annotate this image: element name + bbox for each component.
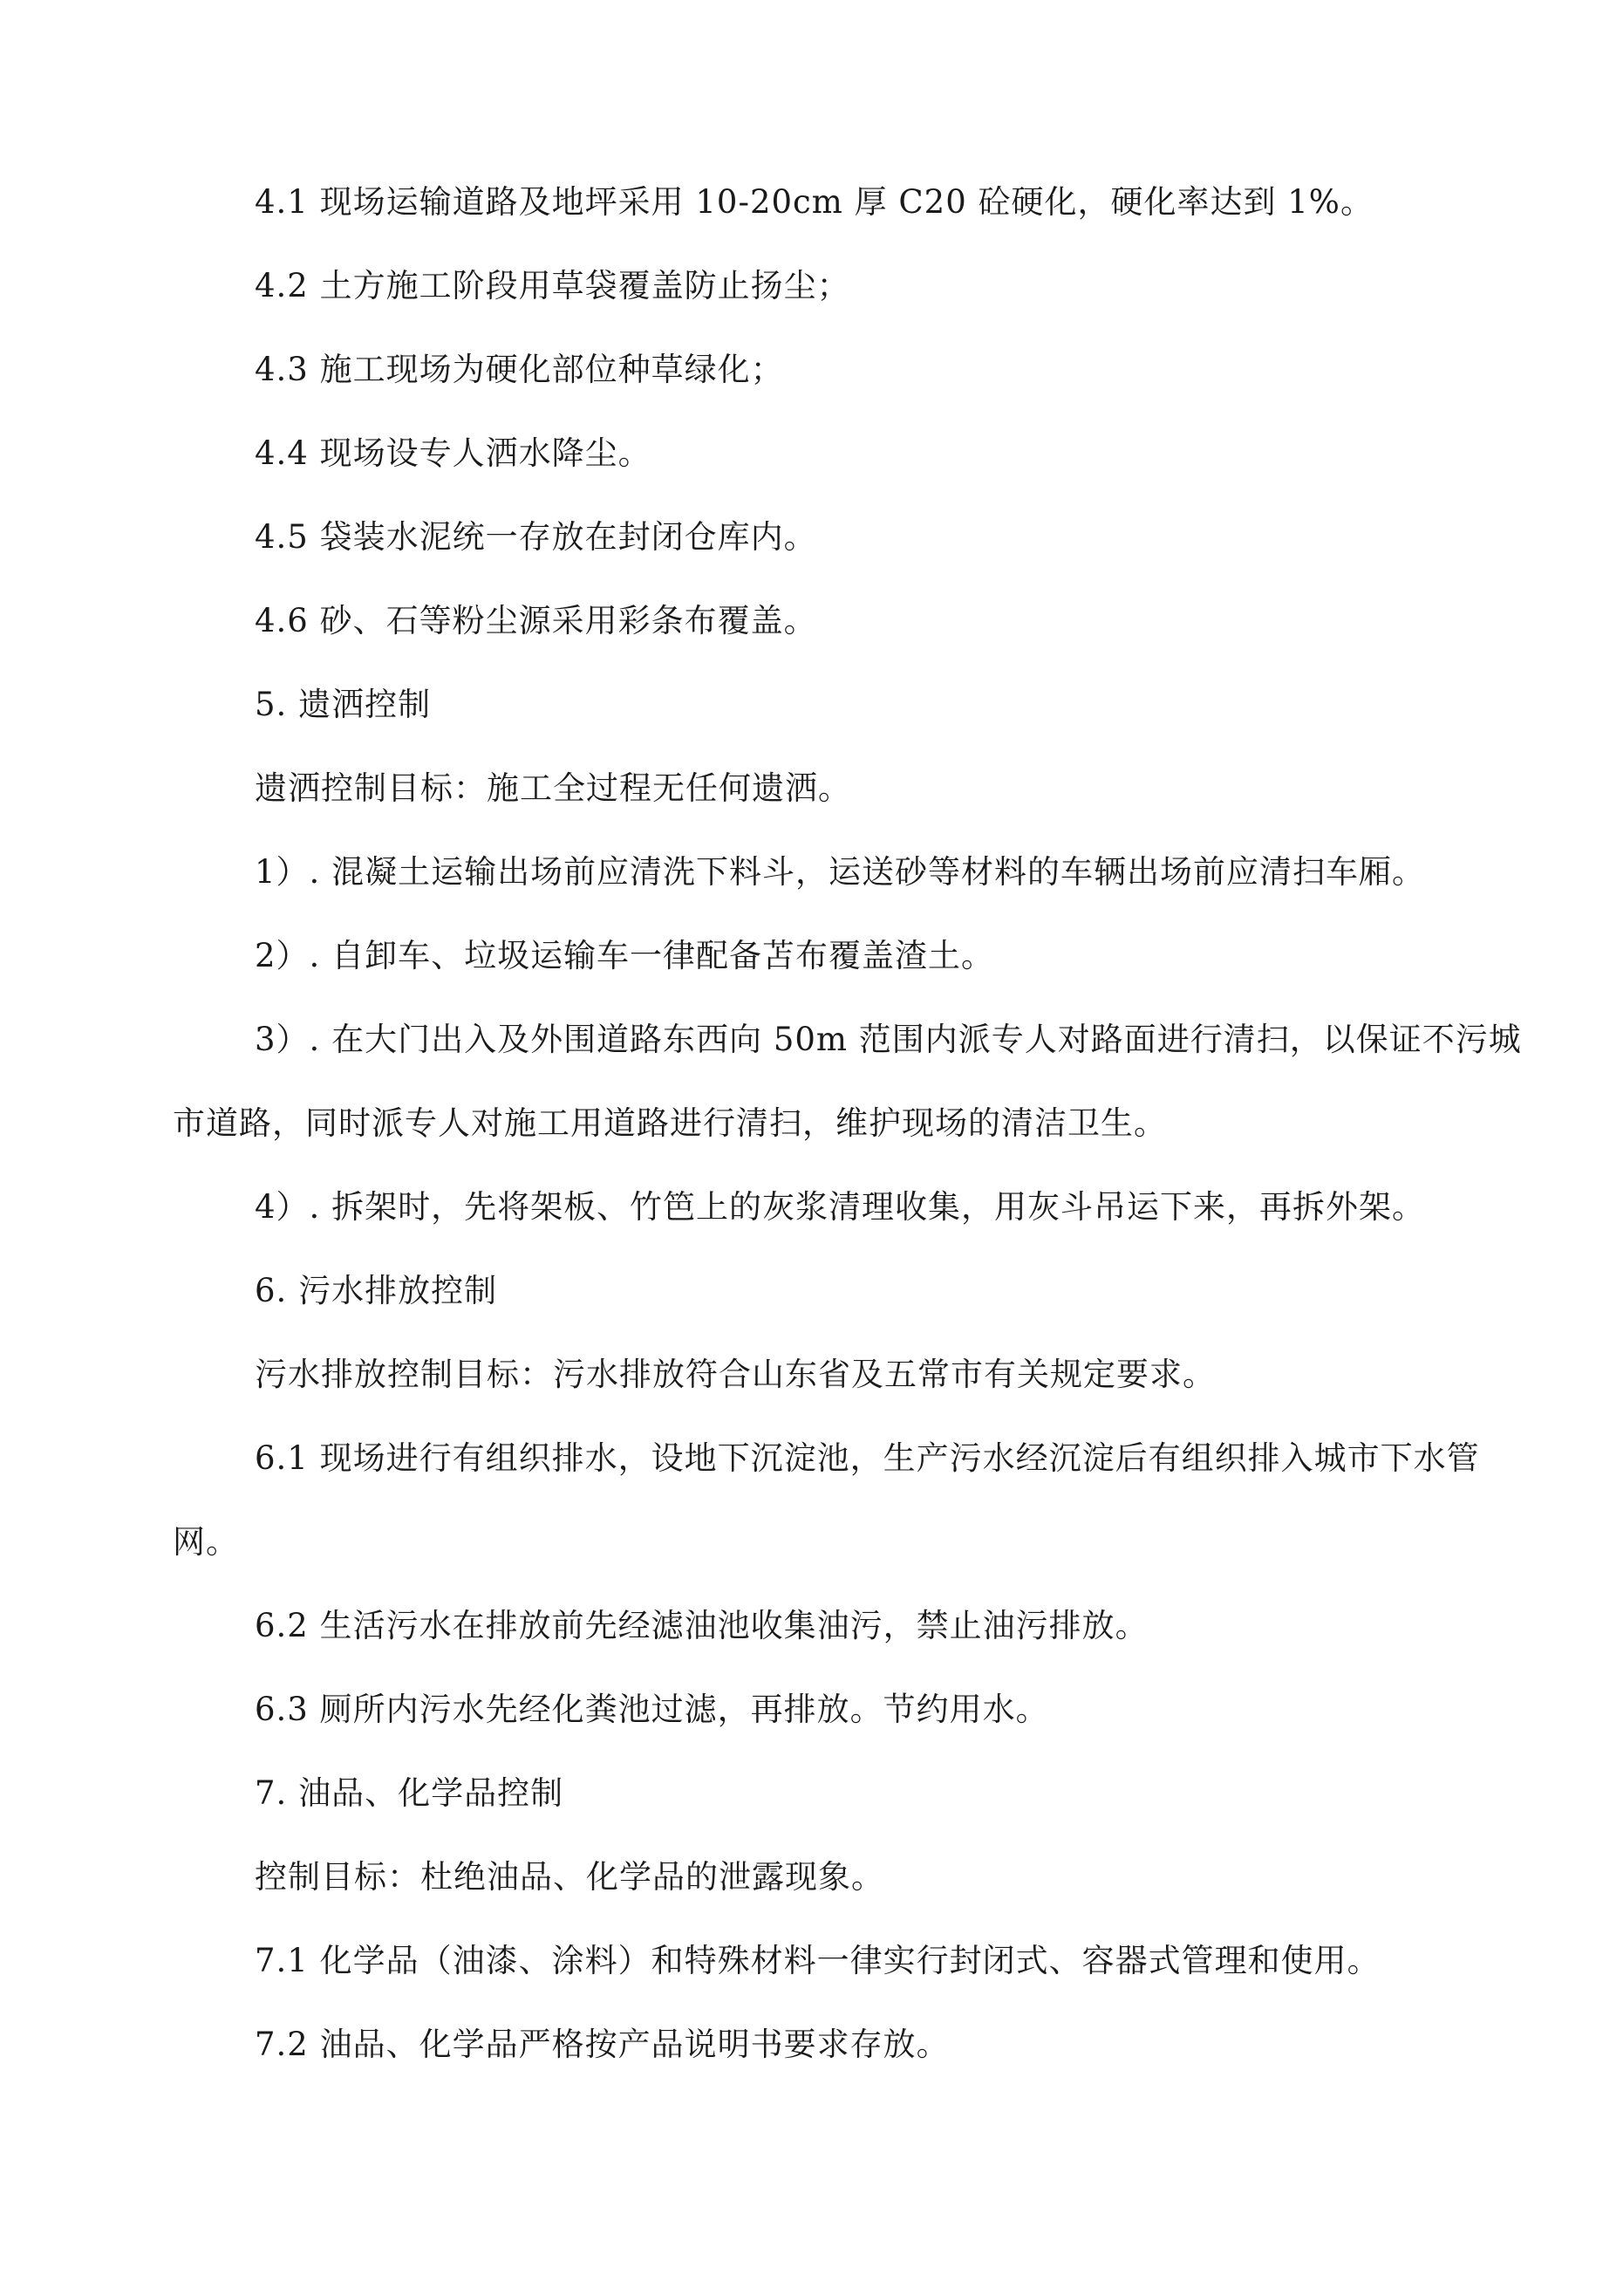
paragraph-4-5: 4.5 袋装水泥统一存放在封闭仓库内。 bbox=[255, 518, 817, 556]
paragraph-7-1: 7.1 化学品（油漆、涂料）和特殊材料一律实行封闭式、容器式管理和使用。 bbox=[255, 1942, 1381, 1979]
paragraph-4-3: 4.3 施工现场为硬化部位种草绿化； bbox=[255, 351, 784, 388]
paragraph-5-item-4: 4）. 拆架时，先将架板、竹笆上的灰浆清理收集，用灰斗吊运下来，再拆外架。 bbox=[255, 1188, 1426, 1226]
section-heading-5: 5. 遗洒控制 bbox=[255, 686, 432, 723]
paragraph-4-2: 4.2 土方施工阶段用草袋覆盖防止扬尘； bbox=[255, 267, 850, 304]
paragraph-6-1-continued: 网。 bbox=[173, 1523, 239, 1561]
paragraph-5-goal: 遗洒控制目标：施工全过程无任何遗洒。 bbox=[255, 769, 851, 807]
paragraph-5-item-2: 2）. 自卸车、垃圾运输车一律配备苫布覆盖渣土。 bbox=[255, 937, 995, 974]
section-heading-7: 7. 油品、化学品控制 bbox=[255, 1774, 564, 1812]
paragraph-7-goal: 控制目标：杜绝油品、化学品的泄露现象。 bbox=[255, 1858, 884, 1896]
paragraph-4-6: 4.6 砂、石等粉尘源采用彩条布覆盖。 bbox=[255, 602, 817, 639]
paragraph-6-3: 6.3 厕所内污水先经化粪池过滤，再排放。节约用水。 bbox=[255, 1691, 1049, 1728]
paragraph-6-goal: 污水排放控制目标：污水排放符合山东省及五常市有关规定要求。 bbox=[255, 1356, 1216, 1393]
section-heading-6: 6. 污水排放控制 bbox=[255, 1272, 498, 1309]
paragraph-5-item-3: 3）. 在大门出入及外围道路东西向 50m 范围内派专人对路面进行清扫，以保证不污城 bbox=[255, 1021, 1522, 1058]
paragraph-5-item-3-continued: 市道路，同时派专人对施工用道路进行清扫，维护现场的清洁卫生。 bbox=[173, 1104, 1167, 1142]
paragraph-6-2: 6.2 生活污水在排放前先经滤油池收集油污，禁止油污排放。 bbox=[255, 1607, 1149, 1644]
paragraph-4-1: 4.1 现场运输道路及地坪采用 10-20cm 厚 C20 砼硬化，硬化率达到 1%。 bbox=[255, 183, 1374, 221]
paragraph-5-item-1: 1）. 混凝土运输出场前应清洗下料斗，运送砂等材料的车辆出场前应清扫车厢。 bbox=[255, 853, 1426, 891]
paragraph-7-2: 7.2 油品、化学品严格按产品说明书要求存放。 bbox=[255, 2026, 950, 2063]
paragraph-4-4: 4.4 现场设专人洒水降尘。 bbox=[255, 434, 651, 472]
paragraph-6-1: 6.1 现场进行有组织排水，设地下沉淀池，生产污水经沉淀后有组织排入城市下水管 bbox=[255, 1439, 1480, 1477]
